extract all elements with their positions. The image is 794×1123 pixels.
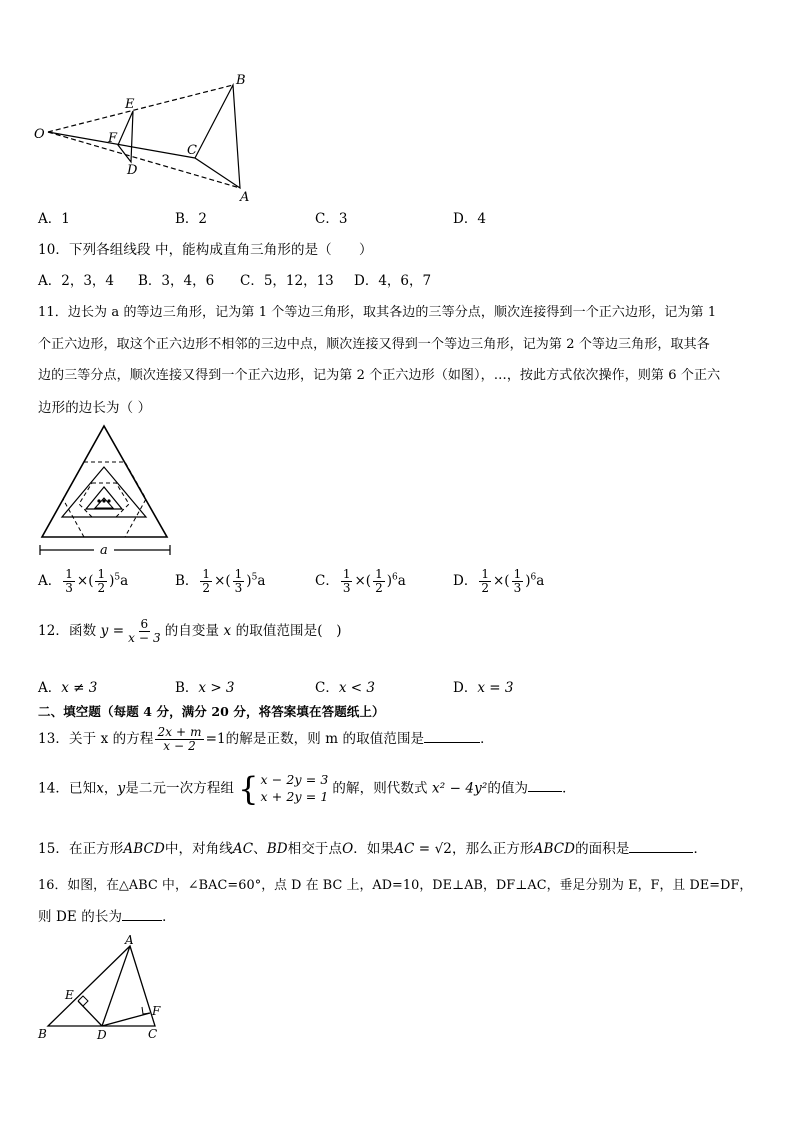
label-F: F (152, 1004, 161, 1018)
q11-line-1: 11．边长为 a 的等边三角形，记为第 1 个等边三角形，取其各边的三等分点，顺次连接得到一个正六边形，记为第 1 (38, 305, 717, 320)
q12-option-d: D．x = 3 (453, 680, 514, 696)
label-A: A (125, 933, 134, 947)
label-F: F (108, 131, 118, 146)
q16-answer-blank[interactable] (122, 908, 162, 921)
q9-option-a: A．1 (38, 211, 70, 227)
label-E: E (125, 97, 135, 112)
q10-option-c: C．5，12，13 (240, 273, 334, 289)
label-O: O (34, 127, 45, 142)
dimension-label-a: a (100, 543, 108, 558)
q12-stem: 12．函数 y = $\frac{6}{x - 3}$ 的自变量 x 的取值范围是( ) (38, 617, 342, 646)
q11-line-2: 个正六边形，取这个正六边形不相邻的三边中点，顺次连接又得到一个等边三角形，记为第 2 个等边三角形，取其各 (38, 337, 710, 352)
q13-answer-blank[interactable] (424, 730, 480, 743)
q10-option-b: B．3，4，6 (138, 273, 215, 289)
q14-answer-blank[interactable] (528, 779, 562, 792)
q9-option-d: D．4 (453, 211, 486, 227)
label-A: A (240, 190, 250, 205)
q11-option-d: D． $\frac{1}{2}$ ×( $\frac{1}{3}$ )$^6$a (453, 567, 545, 596)
label-C: C (148, 1027, 158, 1041)
section-heading-fill-in: 二、填空题（每题 4 分，满分 20 分，将答案填在答题纸上） (38, 704, 385, 719)
q14-equation-system: { x − 2y = 3 x + 2y = 1 (238, 769, 329, 808)
q15-answer-blank[interactable] (629, 840, 693, 853)
label-D: D (97, 1028, 107, 1042)
q11-line-4: 边形的边长为（ ） (38, 400, 152, 416)
label-D: D (127, 163, 138, 178)
q9-option-b: B．2 (175, 211, 208, 227)
figure-q11-nested-triangles (34, 420, 179, 560)
q13-stem: 13．关于 x 的方程 $\frac{2x + m}{x - 2}$ =1的解是正数，则 m 的取值范围是 ． (38, 725, 494, 754)
q10-stem: 10．下列各组线段 中，能构成直角三角形的是（ ） (38, 242, 373, 258)
label-C: C (187, 143, 197, 158)
label-B: B (236, 73, 246, 88)
q11-option-b: B． $\frac{1}{2}$ ×( $\frac{1}{3}$ )$^5$a (175, 567, 266, 596)
q16-line-2: 则 DE 的长为 ． (38, 909, 176, 925)
q10-option-a: A．2，3，4 (38, 273, 115, 289)
q11-line-3: 边的三等分点，顺次连接又得到一个正六边形，记为第 2 个正六边形（如图），…，按此方式依次操作，则第 6 个正六 (38, 368, 721, 383)
label-B: B (38, 1027, 47, 1041)
q15-stem: 15．在正方形ABCD中，对角线AC、BD相交于点O．如果AC = √2，那么正方形ABCD的面积是 ． (38, 841, 708, 857)
label-E: E (65, 988, 74, 1002)
q11-option-c: C． $\frac{1}{3}$ ×( $\frac{1}{2}$ )$^6$a (315, 567, 406, 596)
q11-option-a: A． $\frac{1}{3}$ ×( $\frac{1}{2}$ )$^5$a (38, 567, 129, 596)
q10-option-d: D．4，6，7 (354, 273, 432, 289)
q9-option-c: C．3 (315, 211, 348, 227)
q12-option-a: A．x ≠ 3 (38, 680, 98, 696)
q12-option-c: C．x < 3 (315, 680, 375, 696)
q14-stem: 14．已知x，y是二元一次方程组 { x − 2y = 3 x + 2y = 1 的解，则代数式 x² − 4y²的值为 ． (38, 769, 576, 808)
figure-q16-triangle (34, 932, 174, 1047)
q16-line-1: 16．如图，在△ABC 中，∠BAC=60°，点 D 在 BC 上，AD=10，DE⊥AB，DF⊥AC，垂足分别为 E，F，且 DE=DF， (38, 878, 753, 893)
q12-option-b: B．x > 3 (175, 680, 235, 696)
figure-q9-similar-triangles (30, 70, 260, 205)
